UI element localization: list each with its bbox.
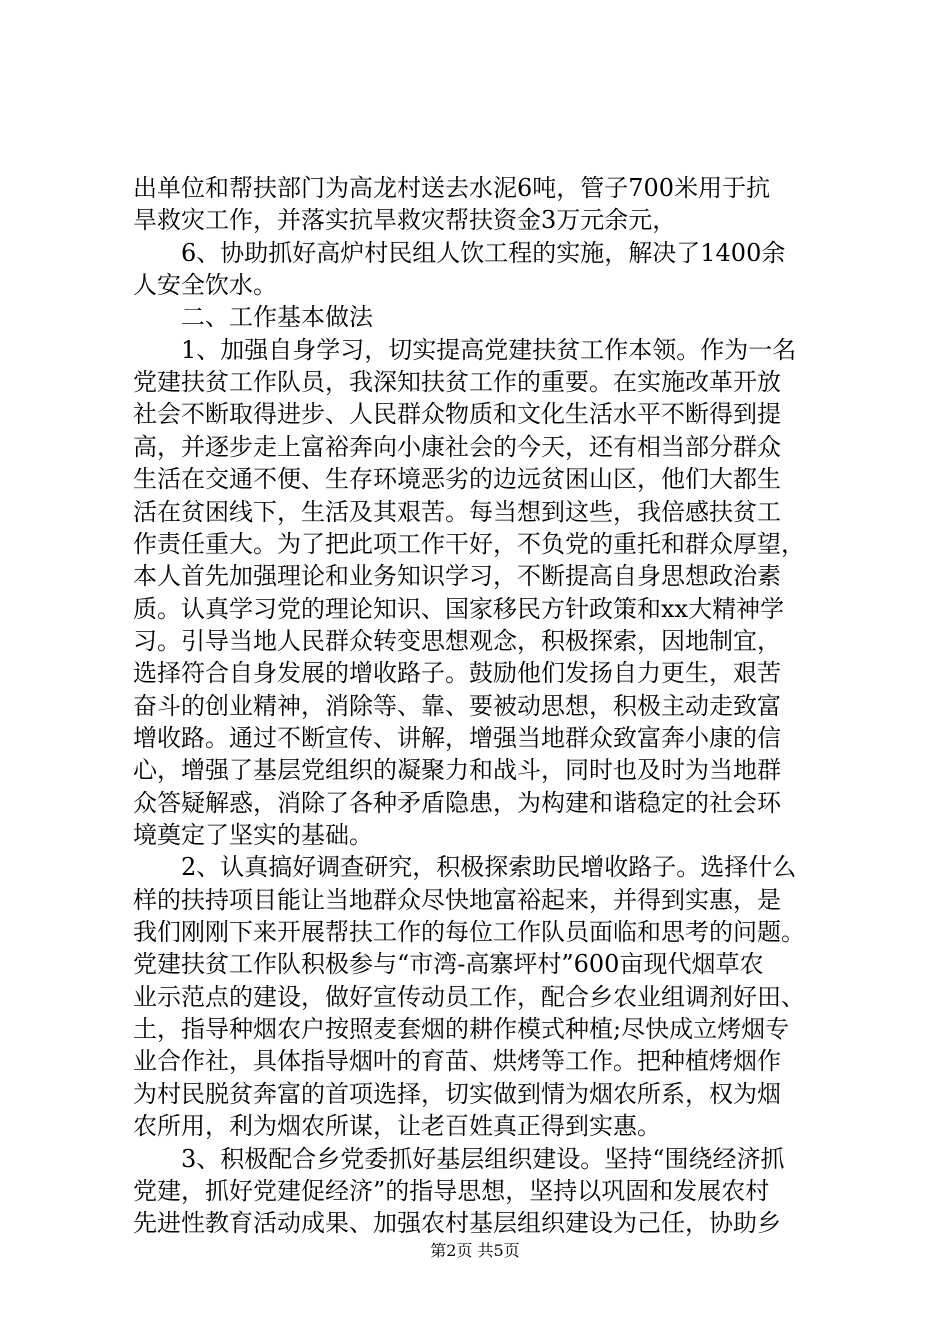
text-line: 农所用，利为烟农所谋，让老百姓真正得到实惠。 (133, 1112, 661, 1141)
text-line: 作责任重大。为了把此项工作干好，不负党的重托和群众厚望， (133, 529, 805, 558)
text-line: 质。认真学习党的理论知识、国家移民方针政策和xx大精神学 (133, 594, 785, 623)
text-line: 境奠定了坚实的基础。 (133, 821, 373, 849)
text-line: 业示范点的建设，做好宣传动员工作，配合乡农业组调剂好田、 (133, 982, 805, 1011)
text-line: 本人首先加强理论和业务知识学习，不断提高自身思想政治素 (133, 562, 781, 591)
text-line: 二、工作基本做法 (133, 303, 373, 332)
text-line: 业合作社，具体指导烟叶的育苗、烘烤等工作。把种植烤烟作 (133, 1047, 781, 1076)
text-line: 党建，抓好党建促经济”的指导思想，坚持以巩固和发展农村 (133, 1176, 770, 1205)
text-line: 党建扶贫工作队员，我深知扶贫工作的重要。在实施改革开放 (133, 368, 781, 397)
text-line: 2、认真搞好调查研究，积极探索助民增收路子。选择什么 (133, 853, 797, 882)
text-line: 旱救灾工作，并落实抗旱救灾帮扶资金3万元余元， (133, 206, 677, 235)
text-line: 增收路。通过不断宣传、讲解，增强当地群众致富奔小康的信 (133, 723, 781, 752)
text-line: 样的扶持项目能让当地群众尽快地富裕起来，并得到实惠，是 (133, 885, 781, 914)
text-line: 1、加强自身学习，切实提高党建扶贫工作本领。作为一名 (133, 335, 797, 364)
text-line: 习。引导当地人民群众转变思想观念，积极探索，因地制宜， (133, 626, 781, 655)
text-line: 生活在交通不便、生存环境恶劣的边远贫困山区，他们大都生 (133, 465, 781, 494)
text-line: 众答疑解惑，消除了各种矛盾隐患，为构建和谐稳定的社会环 (133, 788, 781, 817)
text-line: 3、积极配合乡党委抓好基层组织建设。坚持“围绕经济抓 (133, 1144, 785, 1173)
page-footer: 第2页 共5页 (430, 1241, 520, 1260)
text-line: 6、协助抓好高炉村民组人饮工程的实施，解决了1400余 (133, 238, 786, 267)
text-line: 出单位和帮扶部门为高龙村送去水泥6吨，管子700米用于抗 (133, 174, 771, 202)
text-line: 党建扶贫工作队积极参与“市湾-高寨坪村”600亩现代烟草农 (133, 950, 764, 979)
text-line: 社会不断取得进步、人民群众物质和文化生活水平不断得到提 (133, 400, 781, 429)
text-line: 心，增强了基层党组织的凝聚力和战斗，同时也及时为当地群 (133, 756, 781, 785)
text-line: 选择符合自身发展的增收路子。鼓励他们发扬自力更生，艰苦 (133, 659, 781, 688)
text-line: 人安全饮水。 (133, 271, 277, 300)
text-line: 奋斗的创业精神，消除等、靠、要被动思想，积极主动走致富 (133, 691, 781, 720)
text-line: 高，并逐步走上富裕奔向小康社会的今天，还有相当部分群众 (133, 432, 781, 461)
text-line: 为村民脱贫奔富的首项选择，切实做到情为烟农所系，权为烟 (133, 1079, 781, 1108)
text-line: 我们刚刚下来开展帮扶工作的每位工作队员面临和思考的问题。 (133, 918, 805, 947)
text-line: 先进性教育活动成果、加强农村基层组织建设为己任，协助乡 (133, 1209, 781, 1238)
text-line: 活在贫困线下，生活及其艰苦。每当想到这些，我倍感扶贫工 (133, 497, 781, 526)
text-line: 土，指导种烟农户按照麦套烟的耕作模式种植;尽快成立烤烟专 (133, 1015, 790, 1044)
